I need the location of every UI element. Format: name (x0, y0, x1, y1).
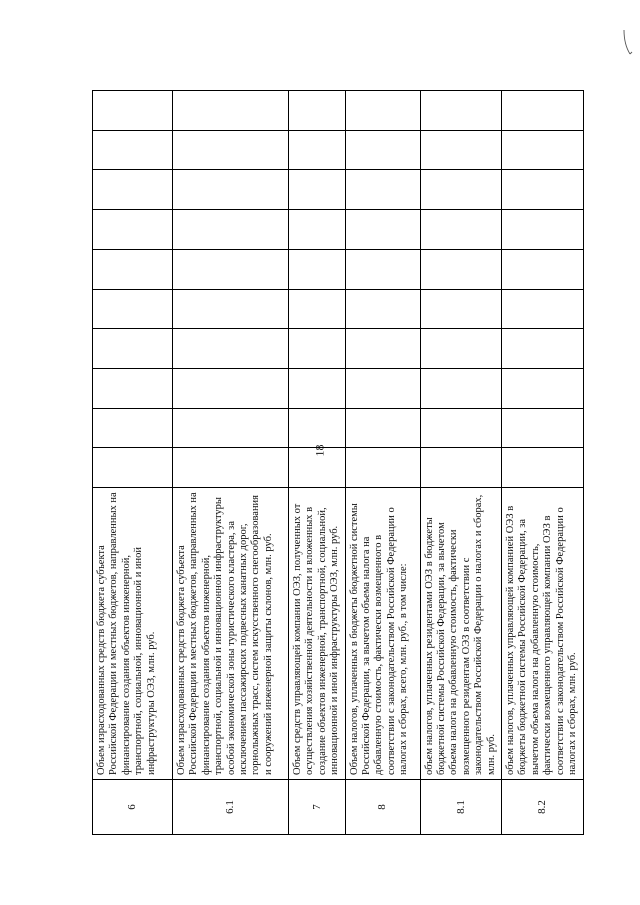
empty-value-cell (173, 170, 289, 210)
row-label: Объем средств управляющей компании ОЭЗ, полученных от осуществления хозяйственной деятельности и вложенных в создание объектов инженерной, транспортной, социальной, инновационной и иной инфраструктуры ОЭЗ, млн. руб. (289, 488, 346, 780)
empty-value-cell (289, 408, 346, 448)
empty-value-cell (173, 210, 289, 250)
empty-value-cell (502, 368, 583, 408)
empty-value-cell (289, 329, 346, 369)
page-number: 18 (312, 444, 327, 457)
empty-value-cell (93, 289, 173, 329)
empty-value-cell (502, 289, 583, 329)
empty-value-cell (93, 170, 173, 210)
empty-value-cell (173, 91, 289, 131)
empty-value-cell (420, 408, 501, 448)
empty-value-cell (420, 368, 501, 408)
empty-value-cell (93, 448, 173, 488)
row-number: 8 (345, 780, 420, 835)
empty-value-cell (93, 329, 173, 369)
empty-value-cell (345, 448, 420, 488)
empty-value-cell (345, 329, 420, 369)
empty-value-cell (173, 249, 289, 289)
empty-value-cell (289, 448, 346, 488)
empty-value-cell (173, 408, 289, 448)
empty-value-cell (420, 210, 501, 250)
empty-value-cell (420, 170, 501, 210)
empty-value-cell (93, 91, 173, 131)
table-row (420, 91, 501, 835)
empty-value-cell (173, 368, 289, 408)
row-label: Объем налогов, уплаченных в бюджеты бюджетной системы Российской Федерации, за вычетом объема налога на добавленную стоимость, фактически возмещенного в соответствии с законодательством Российской Федерации о налогах и сборах, всего, млн. руб., в том числе: (345, 488, 420, 780)
empty-value-cell (420, 130, 501, 170)
empty-value-cell (289, 130, 346, 170)
row-label: Объем израсходованных средств бюджета субъекта Российской Федерации и местных бюджетов, направленных на финансирование создания объектов инженерной, транспортной, социальной и инновационной инфраструктуры особой экономической зоны туристического кластера, за исключением пассажирских подвесных канатных дорог, горнолыжных трасс, систем искусственного снегообразования и сооружений инженерной защиты склонов, млн. руб. (173, 488, 289, 780)
empty-value-cell (420, 91, 501, 131)
empty-value-cell (93, 408, 173, 448)
empty-value-cell (502, 329, 583, 369)
empty-value-cell (345, 368, 420, 408)
indicator-table (92, 90, 584, 835)
empty-value-cell (289, 210, 346, 250)
empty-value-cell (173, 329, 289, 369)
empty-value-cell (289, 91, 346, 131)
table-row (502, 91, 583, 835)
empty-value-cell (420, 249, 501, 289)
row-number: 7 (289, 780, 346, 835)
pencil-mark (618, 28, 634, 58)
empty-value-cell (93, 130, 173, 170)
empty-value-cell (345, 210, 420, 250)
empty-value-cell (173, 289, 289, 329)
empty-value-cell (502, 249, 583, 289)
empty-value-cell (345, 408, 420, 448)
empty-value-cell (173, 448, 289, 488)
empty-value-cell (345, 91, 420, 131)
table-row (173, 91, 289, 835)
empty-value-cell (502, 91, 583, 131)
empty-value-cell (93, 249, 173, 289)
row-number: 8.2 (502, 780, 583, 835)
row-number: 8.1 (420, 780, 501, 835)
empty-value-cell (289, 170, 346, 210)
row-number: 6 (93, 780, 173, 835)
empty-value-cell (345, 130, 420, 170)
empty-value-cell (289, 368, 346, 408)
empty-value-cell (93, 368, 173, 408)
row-label: объем налогов, уплаченных управляющей компанией ОЭЗ в бюджеты бюджетной системы Российской Федерации, за вычетом объема налога на добавленную стоимость, фактически возмещенного управляющей компании ОЭЗ в соответствии с законодательством Российской Федерации о налогах и сборах, млн. руб. (502, 488, 583, 780)
empty-value-cell (420, 289, 501, 329)
empty-value-cell (502, 408, 583, 448)
table-row (93, 91, 173, 835)
empty-value-cell (289, 249, 346, 289)
empty-value-cell (345, 249, 420, 289)
empty-value-cell (420, 329, 501, 369)
row-number: 6.1 (173, 780, 289, 835)
empty-value-cell (502, 448, 583, 488)
empty-value-cell (345, 289, 420, 329)
empty-value-cell (173, 130, 289, 170)
empty-value-cell (289, 289, 346, 329)
empty-value-cell (502, 130, 583, 170)
table-row (345, 91, 420, 835)
row-label: Объем израсходованных средств бюджета субъекта Российской Федерации и местных бюджетов, направленных на финансирование создания объектов инженерной, транспортной, социальной, инновационной и иной инфраструктуры ОЭЗ, млн. руб. (93, 488, 173, 780)
empty-value-cell (93, 210, 173, 250)
table-row (289, 91, 346, 835)
empty-value-cell (345, 170, 420, 210)
empty-value-cell (502, 210, 583, 250)
empty-value-cell (420, 448, 501, 488)
empty-value-cell (502, 170, 583, 210)
row-label: объем налогов, уплаченных резидентами ОЭЗ в бюджеты бюджетной системы Российской Федерации, за вычетом объема налога на добавленную стоимость, фактически возмещенного резидентам ОЭЗ в соответствии с законодательством Российской Федерации о налогах и сборах, млн. руб. (420, 488, 501, 780)
